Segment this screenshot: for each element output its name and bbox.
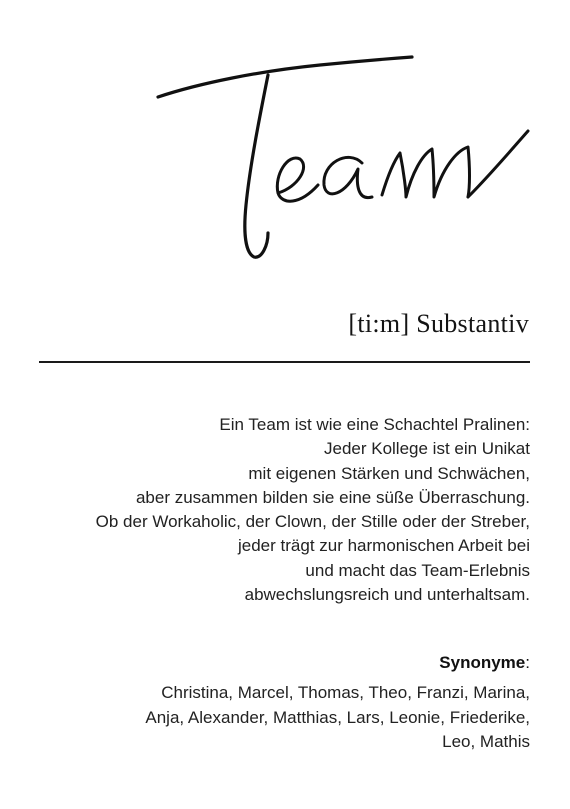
definition-line: aber zusammen bilden sie eine süße Überraschung. bbox=[135, 487, 530, 507]
title-script-drawing bbox=[150, 45, 540, 285]
synonyms-heading-label: Synonyme bbox=[439, 653, 526, 672]
definition-line: und macht das Team-Erlebnis bbox=[305, 560, 530, 580]
definition-paragraph bbox=[30, 413, 530, 607]
synonyms-line: Anja, Alexander, Matthias, Lars, Leonie, Friederike, bbox=[145, 707, 530, 727]
definition-line: abwechslungsreich und unterhaltsam. bbox=[244, 585, 530, 605]
divider-line bbox=[39, 361, 530, 363]
definition-line: Ob der Workaholic, der Clown, der Stille oder der Streber, bbox=[95, 512, 530, 532]
pronunciation-label: [ti:m] Substantiv bbox=[348, 309, 529, 338]
synonyms-line: Leo, Mathis bbox=[442, 732, 530, 751]
definition-line: Jeder Kollege ist ein Unikat bbox=[323, 439, 530, 459]
definition-line: Ein Team ist wie eine Schachtel Pralinen: bbox=[219, 415, 530, 434]
synonyms-line: Christina, Marcel, Thomas, Theo, Franzi, Marina, bbox=[161, 683, 530, 702]
synonyms-heading bbox=[439, 653, 530, 673]
synonyms-list bbox=[30, 681, 530, 755]
title-script-word bbox=[150, 45, 540, 285]
definition-line: jeder trägt zur harmonischen Arbeit bei bbox=[238, 536, 530, 556]
definition-line: mit eigenen Stärken und Schwächen, bbox=[248, 463, 530, 483]
synonyms-heading-colon: : bbox=[525, 653, 530, 672]
